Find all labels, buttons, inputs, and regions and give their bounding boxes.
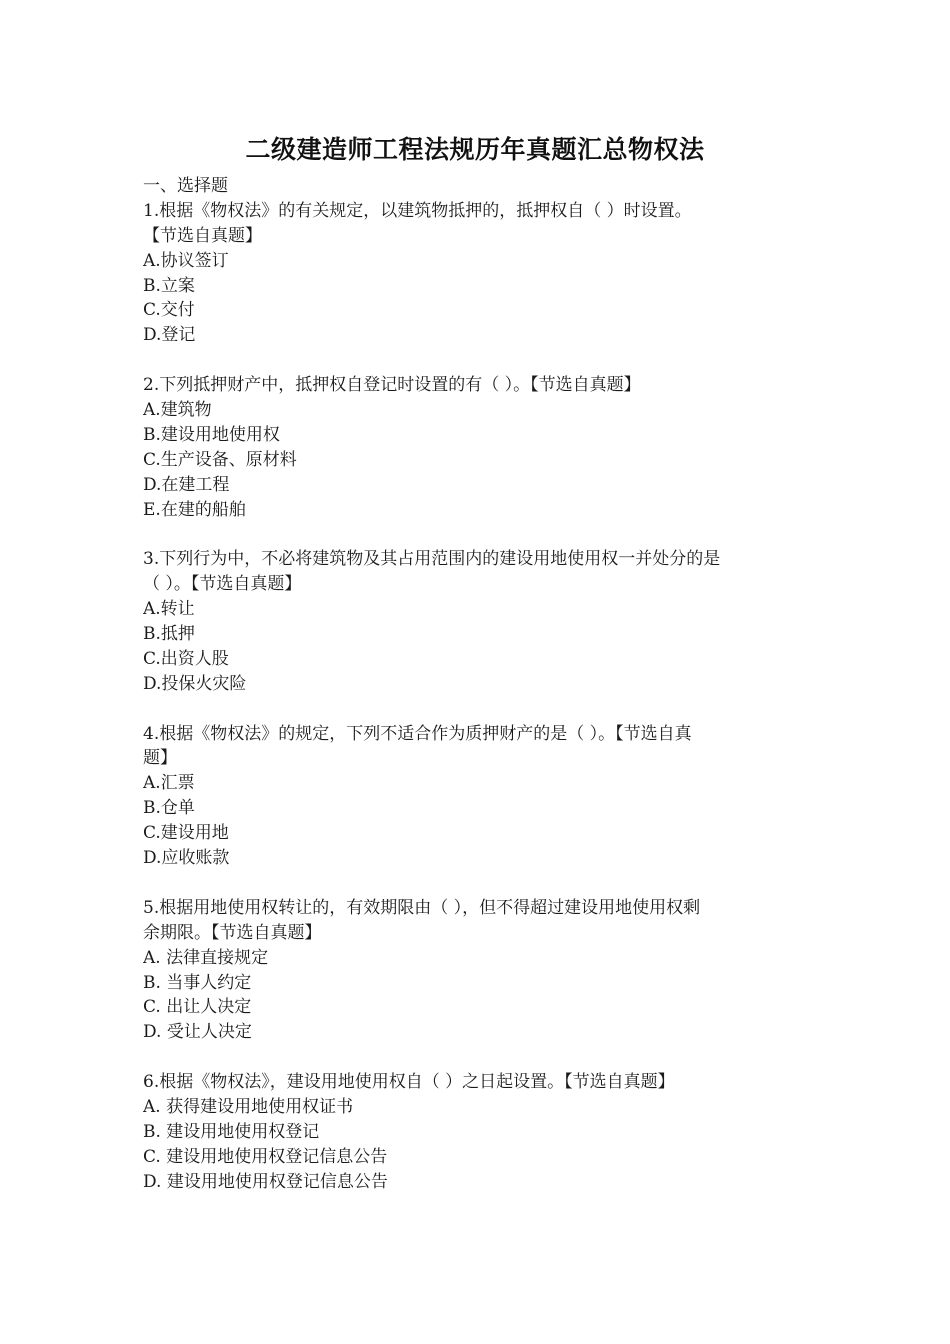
option-b: B.仓单 (143, 798, 195, 819)
question-stem: 余期限。【节选自真题】 (143, 922, 322, 943)
option-b: B. 当事人约定 (143, 972, 252, 993)
option-b: B.立案 (143, 275, 195, 296)
option-b: B.建设用地使用权 (143, 424, 280, 445)
option-c: C. 建设用地使用权登记信息公告 (143, 1146, 388, 1167)
document-body (143, 174, 811, 1195)
question-6 (143, 1070, 811, 1194)
option-d: D. 建设用地使用权登记信息公告 (143, 1171, 388, 1192)
question-5 (143, 896, 811, 1045)
option-d: D.在建工程 (143, 474, 230, 495)
option-a: A.协议签订 (143, 250, 229, 271)
question-stem: 1.根据《物权法》的有关规定，以建筑物抵押的，抵押权自（ ）时设置。 (143, 200, 692, 221)
question-3 (143, 547, 811, 696)
option-c: C.出资人股 (143, 648, 229, 669)
question-stem: 2.下列抵押财产中，抵押权自登记时设置的有（ ）。【节选自真题】 (143, 375, 641, 396)
option-d: D.登记 (143, 325, 196, 346)
option-c: C.交付 (143, 300, 195, 321)
spacer (143, 522, 811, 547)
question-stem: 4.根据《物权法》的规定，下列不适合作为质押财产的是（ ）。【节选自真 (143, 723, 692, 744)
option-d: D.应收账款 (143, 848, 230, 869)
spacer (143, 348, 811, 373)
option-c: C.建设用地 (143, 823, 229, 844)
option-d: D.投保火灾险 (143, 673, 247, 694)
option-b: B. 建设用地使用权登记 (143, 1121, 320, 1142)
question-stem: 3.下列行为中，不必将建筑物及其占用范围内的建设用地使用权一并处分的是 (143, 549, 721, 570)
spacer (143, 1045, 811, 1070)
question-4 (143, 722, 811, 871)
option-e: E.在建的船舶 (143, 499, 246, 520)
option-a: A.建筑物 (143, 400, 212, 421)
option-d: D. 受让人决定 (143, 1022, 252, 1043)
document-title: 二级建造师工程法规历年真题汇总物权法 (245, 135, 705, 164)
spacer (143, 871, 811, 896)
option-c: C. 出让人决定 (143, 997, 252, 1018)
question-stem: 5.根据用地使用权转让的，有效期限由（ ），但不得超过建设用地使用权剩 (143, 897, 701, 918)
option-c: C.生产设备、原材料 (143, 449, 297, 470)
option-a: A.汇票 (143, 773, 195, 794)
question-1 (143, 199, 811, 348)
section-heading: 一、选择题 (143, 176, 228, 196)
question-2 (143, 373, 811, 522)
option-a: A. 法律直接规定 (143, 947, 269, 968)
option-b: B.抵押 (143, 624, 195, 645)
question-stem: 6.根据《物权法》，建设用地使用权自（ ）之日起设置。【节选自真题】 (143, 1072, 675, 1093)
question-stem: 【节选自真题】 (143, 225, 262, 246)
option-a: A.转让 (143, 599, 195, 620)
option-a: A. 获得建设用地使用权证书 (143, 1096, 354, 1117)
question-stem: 题】 (143, 748, 177, 769)
question-stem: （ ）。【节选自真题】 (143, 574, 302, 595)
spacer (143, 697, 811, 722)
